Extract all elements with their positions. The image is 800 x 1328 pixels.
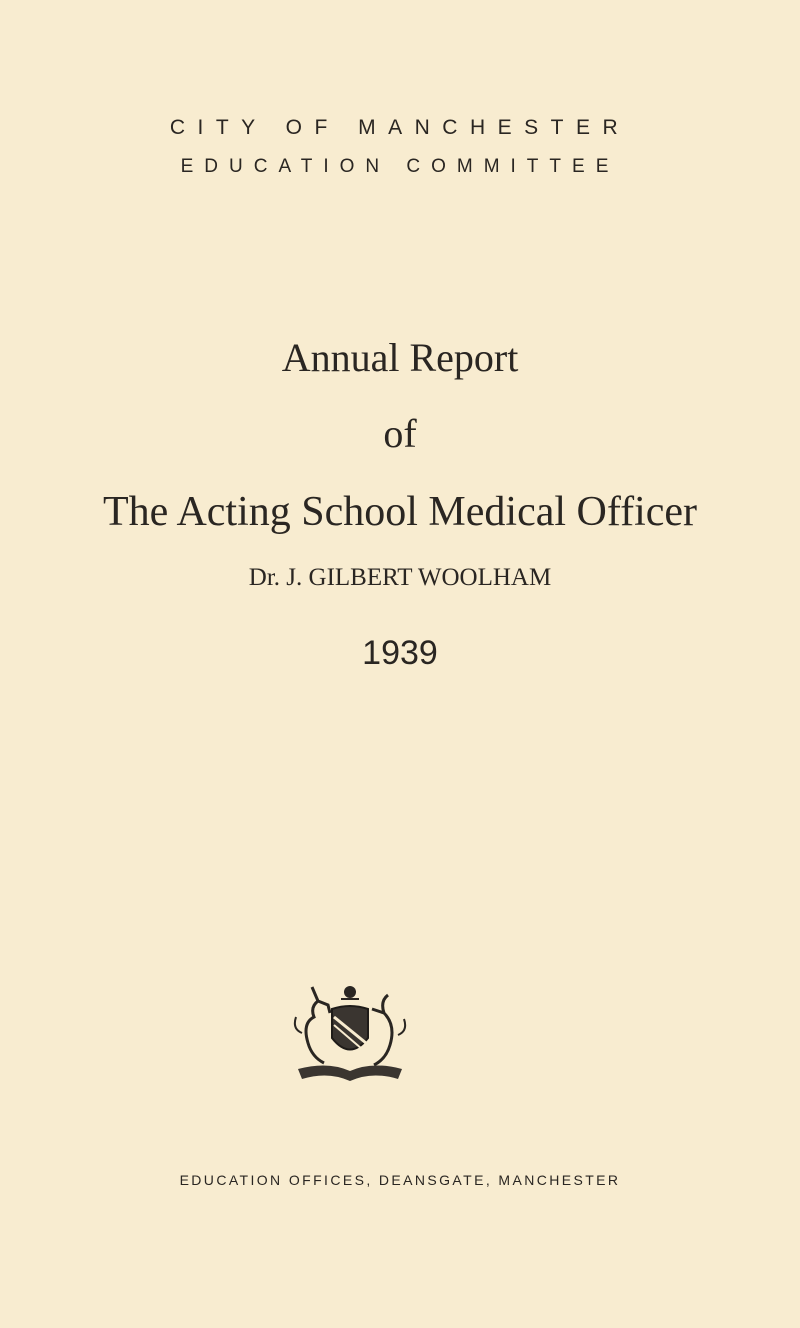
footer-address: EDUCATION OFFICES, DEANSGATE, MANCHESTER — [179, 1172, 621, 1188]
title-officer: The Acting School Medical Officer — [102, 489, 698, 535]
title-annual-report: Annual Report — [281, 335, 519, 380]
coat-of-arms-icon — [288, 983, 412, 1083]
author-name: Dr. J. GILBERT WOOLHAM — [248, 564, 552, 591]
header-city: CITY OF MANCHESTER — [169, 116, 631, 139]
title-of: of — [383, 411, 417, 456]
report-year: 1939 — [362, 634, 438, 672]
header-committee: EDUCATION COMMITTEE — [180, 156, 620, 177]
